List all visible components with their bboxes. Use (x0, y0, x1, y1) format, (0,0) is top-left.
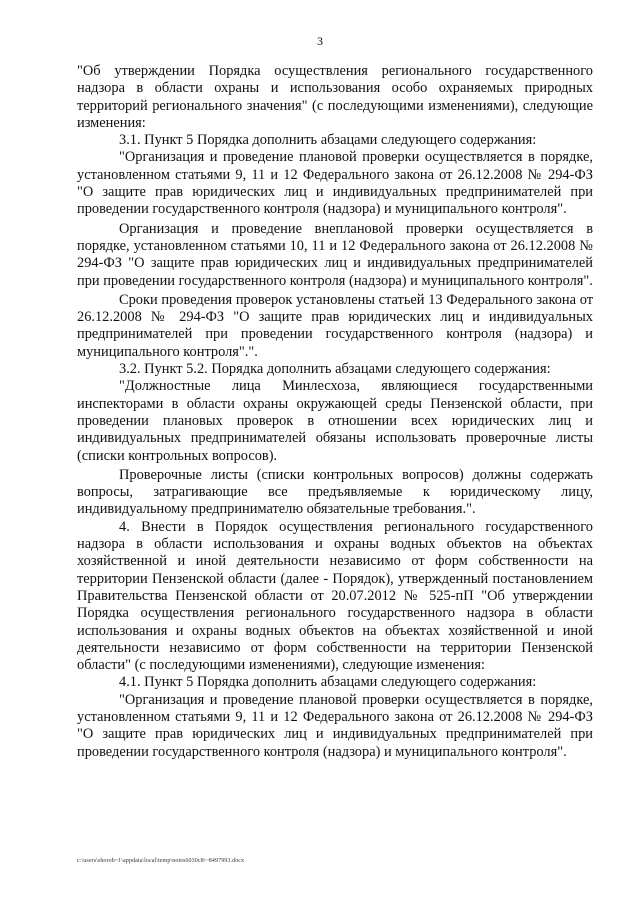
paragraph-intro: "Об утверждении Порядка осуществления регионального государственного надзора в области охраны и использования особо охраняемых природных территорий регионального значения" (с последующими изменениями), следующие изменения: (77, 63, 593, 131)
paragraph-4: 4. Внести в Порядок осуществления регионального государственного надзора в области использования и охраны водных объектов на объектах хозяйственной и иной деятельности независимо от форм собственности на территории Пензенской области (далее - Порядок), утвержденный постановлением Правительства Пензенской области от 20.07.2012 № 525-пП "Об утверждении Порядка осуществления регионального государственного надзора в области использования и охраны водных объектов на объектах хозяйственной и иной деятельности независимо от форм собственности на территории Пензенской области" (с последующими изменениями), следующие изменения: (77, 518, 593, 674)
document-body (77, 63, 593, 761)
paragraph-3-1: 3.1. Пункт 5 Порядка дополнить абзацами следующего содержания: (119, 132, 537, 149)
footer-file-path: c:\users\shorob~1\appdata\local\temp\notes6030c8\~8497993.docx (77, 858, 245, 864)
paragraph-inspection-terms: Сроки проведения проверок установлены статьей 13 Федерального закона от 26.12.2008 № 294-ФЗ "О защите прав юридических лиц и индивидуальных предпринимателей при проведении государственного контроля (надзора) и муниципального контроля".". (77, 291, 593, 360)
page-number: 3 (317, 34, 323, 48)
paragraph-4-1: 4.1. Пункт 5 Порядка дополнить абзацами следующего содержания: (119, 674, 537, 691)
paragraph-officials: "Должностные лица Минлесхоза, являющиеся государственными инспекторами в области охраны окружающей среды Пензенской области, при проведении плановых проверок в отношении всех юридических лиц и индивидуальных предпринимателей обязаны использовать проверочные листы (списки контрольных вопросов). (77, 378, 593, 464)
paragraph-3-2: 3.2. Пункт 5.2. Порядка дополнить абзацами следующего содержания: (119, 361, 551, 378)
paragraph-planned-inspection: "Организация и проведение плановой проверки осуществляется в порядке, установленном статьями 9, 11 и 12 Федерального закона от 26.12.2008 № 294-ФЗ "О защите прав юридических лиц и индивидуальных предпринимателей при проведении государственного контроля (надзора) и муниципального контроля". (77, 149, 593, 218)
paragraph-checklists: Проверочные листы (списки контрольных вопросов) должны содержать вопросы, затрагивающие все предъявляемые к юридическому лицу, индивидуальному предпринимателю обязательные требования.". (77, 466, 593, 518)
paragraph-unplanned-inspection: Организация и проведение внеплановой проверки осуществляется в порядке, установленном статьями 10, 11 и 12 Федерального закона от 26.12.2008 № 294-ФЗ "О защите прав юридических лиц и индивидуальных предпринимателей при проведении государственного контроля (надзора) и муниципального контроля". (77, 220, 593, 289)
paragraph-planned-inspection-2: "Организация и проведение плановой проверки осуществляется в порядке, установленном статьями 9, 11 и 12 Федерального закона от 26.12.2008 № 294-ФЗ "О защите прав юридических лиц и индивидуальных предпринимателей при проведении государственного контроля (надзора) и муниципального контроля". (77, 691, 593, 760)
